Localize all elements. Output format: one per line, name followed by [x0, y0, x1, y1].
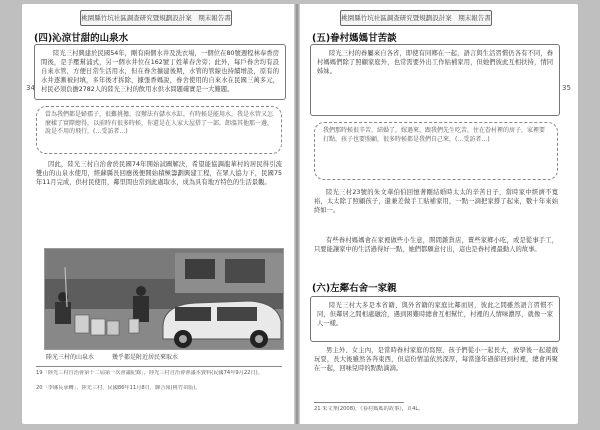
- paragraph: 因此，陸光三村自治會於民國74年開始試圖解決，希望能協調龍華村的居民得引流雙山的山泉水使用，經蘇縣長回應後便開始積極籌劃興建工程，在眾人協力下，民國75年11月完成，供村民使用，鄰里間也常到此處取水，成為具有地方特色的生活景觀。: [36, 161, 282, 186]
- paragraph: 陸光三村大多是本省籍、與外省籍的家庭比鄰而居，彼此之間雖然語言習慣不同，但鄰居之間相處融洽，遇到困難時總會互相幫忙，村裡的人情味濃厚，就像一家人一樣。: [317, 302, 553, 327]
- right-page: [300, 4, 578, 424]
- photo-spring-water: [44, 248, 284, 350]
- paragraph: 陸光三村的眷屬來自各省，即使有同鄉在一起，語言與生活習慣仍各有不同，眷村媽媽們除了照顧家庭外，也常需要外出工作貼補家用，但她們彼此互相扶持，情同姊妹。: [317, 50, 553, 75]
- text-box: [34, 44, 286, 100]
- page-number: 34: [26, 84, 35, 92]
- left-page: [22, 4, 294, 424]
- text-box: [310, 296, 560, 342]
- section-title: (五)眷村媽媽甘苦談: [312, 33, 397, 44]
- section-title: (六)左鄰右舍一家親: [312, 283, 397, 294]
- footnote-divider: [36, 366, 282, 367]
- page-header: 桃園縣竹坑社區調查研究暨規劃設計案 期末報告書: [340, 10, 492, 26]
- paragraph: 陸光三村興建於民國54年，剛有兩個水井及洗衣場，一個位在80號週程林奉香房間後，是手壓幫浦式，另一個水井位在162號丁姓華春舍旁；此外，每戶眷舍均有設自來水管，方便日常生活用水，但在眷舍擴建後期，水管的管線也持續增設，原有的水井逐漸被封填，多年後才拆除，據張香媽說，眷舍使用的自來水在民國三萬多元，村民必須負擔2782人的陸光三村的飲用水供水問題確實是一大難題。: [41, 50, 279, 93]
- paragraph: 有些眷村媽媽會在家裡做些小生意，開間雜貨店，賣些家鄉小吃，或是從事手工，只要能讓家中的生活過得好一點，她們都願意付出，這也是眷村裡最動人的故事。: [314, 237, 558, 253]
- interview-quote: 當為我們都是婦孺子，很難挑擔，沒辦法有儲水水缸，有時候是能用水，我是水管又怎麼樣了實際總得，以前時有很多時候，你還是在人家大屋搭了一部，卸溫其他那一邊，說是不用的飛行，(…受訪者…): [36, 106, 282, 154]
- footnote: 21 朱文華(2008)，《眷村媽媽的故事》，頁4L。: [314, 406, 424, 412]
- page-header: 桃園縣竹坑社區調查研究暨規劃設計案 期末報告書: [80, 10, 232, 26]
- photo-illustration: [45, 249, 283, 349]
- footnote-divider: [314, 402, 404, 403]
- photo-caption: 陸光三村的山泉水 幾乎都是附近居民來取水: [46, 354, 179, 361]
- text-box: [310, 44, 560, 116]
- section-title: (四)沁涼甘甜的山泉水: [34, 33, 129, 44]
- footnote: 20「李縣長承轉」，陸光三村，民國86年11月8日，聯合報(桃竹苗版)。: [36, 385, 201, 391]
- page-number: 35: [562, 84, 571, 92]
- paragraph: 男主外、女主內，是當時眷村家庭的寫照，孩子們從小一起長大，放學後一起遊戲玩耍，長大後雖然各奔東西，但這份情誼依然深厚，每當逢年過節回到村裡，總會再聚在一起，回味兒時的點點滴滴。: [314, 347, 558, 372]
- footnote: 19「陸光三村自治會第十二屆第一次會議紀錄」，陸光三村自治會會議本資料(民國74年9月22日)。: [36, 370, 263, 376]
- interview-quote: 我們那時候很辛苦，結婚了，嫁過來，跟我們先生吃苦，住在眷村裡的房子，家裡要打點，孩子也要照顧，很多時候都是我們自己來，(…受訪者…): [314, 122, 558, 180]
- paragraph: 陸光三村23號的朱文華伯伯回憶著剛結婚時太太的辛苦日子，當時家中經濟不寬裕，太太除了照顧孩子，還兼差做手工貼補家用，一點一滴把家撐了起來，數十年來始終如一。: [314, 189, 558, 214]
